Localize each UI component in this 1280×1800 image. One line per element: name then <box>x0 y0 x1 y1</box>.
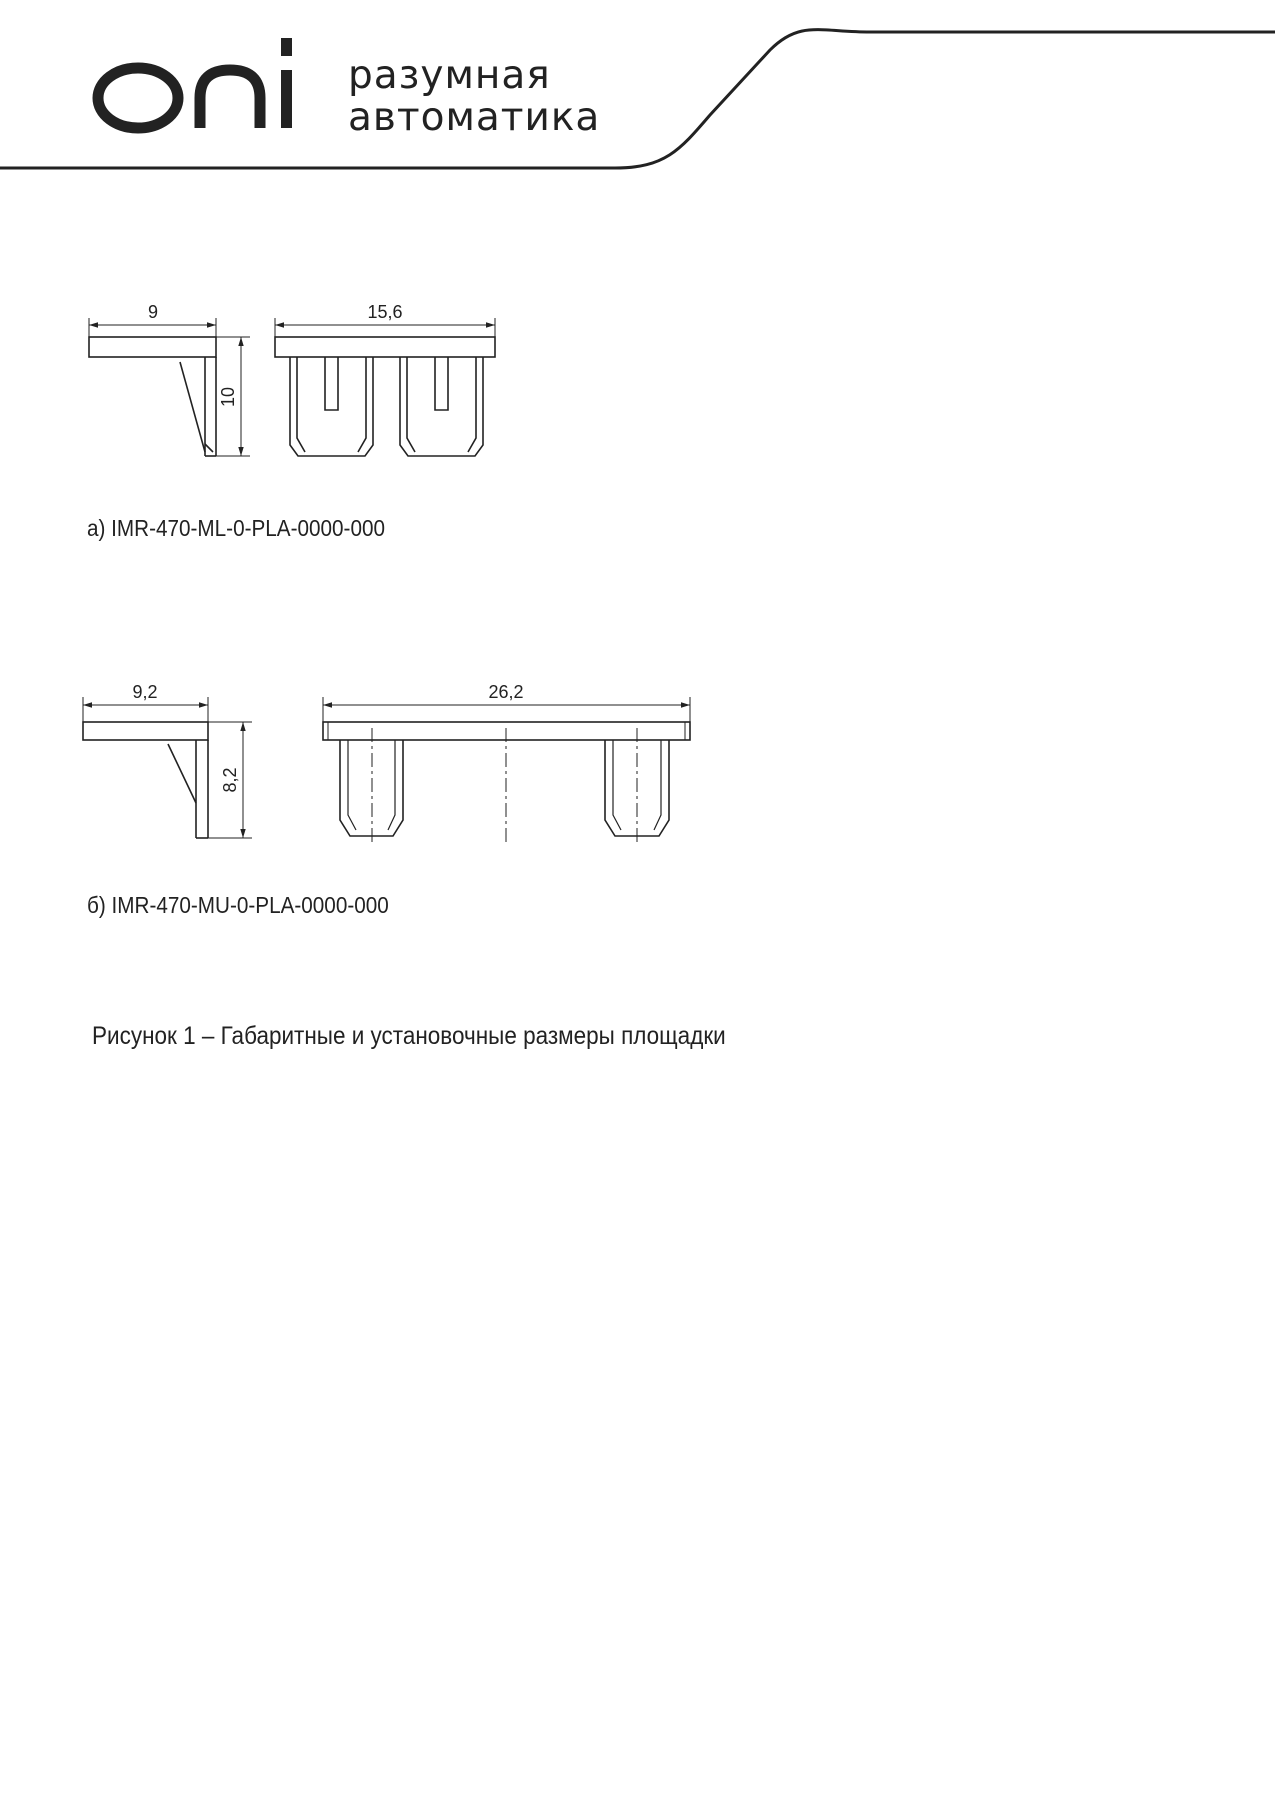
caption-imr-470-mu: б) IMR-470-MU-0-PLA-0000-000 <box>87 892 389 918</box>
dim-width-side-a: 9 <box>147 302 159 322</box>
caption-imr-470-ml: а) IMR-470-ML-0-PLA-0000-000 <box>87 515 385 541</box>
front-view-b <box>323 722 690 842</box>
tagline-line-2: автоматика <box>348 95 601 140</box>
side-view-b <box>83 722 208 838</box>
drawing-imr-470-mu <box>0 670 1280 860</box>
dim-width-front-b: 26,2 <box>488 682 524 702</box>
oni-logo <box>85 28 305 148</box>
dim-width-side-b: 9,2 <box>132 682 158 702</box>
side-view-a <box>89 337 216 456</box>
drawing-imr-470-ml <box>0 285 1280 475</box>
front-view-a <box>275 337 495 456</box>
figure-caption: Рисунок 1 – Габаритные и установочные размеры площадки <box>92 1022 726 1050</box>
tagline-line-1: разумная <box>348 53 551 98</box>
dim-height-b: 8,2 <box>220 767 240 793</box>
dim-width-front-a: 15,6 <box>367 302 403 322</box>
dim-height-a: 10 <box>218 386 238 408</box>
